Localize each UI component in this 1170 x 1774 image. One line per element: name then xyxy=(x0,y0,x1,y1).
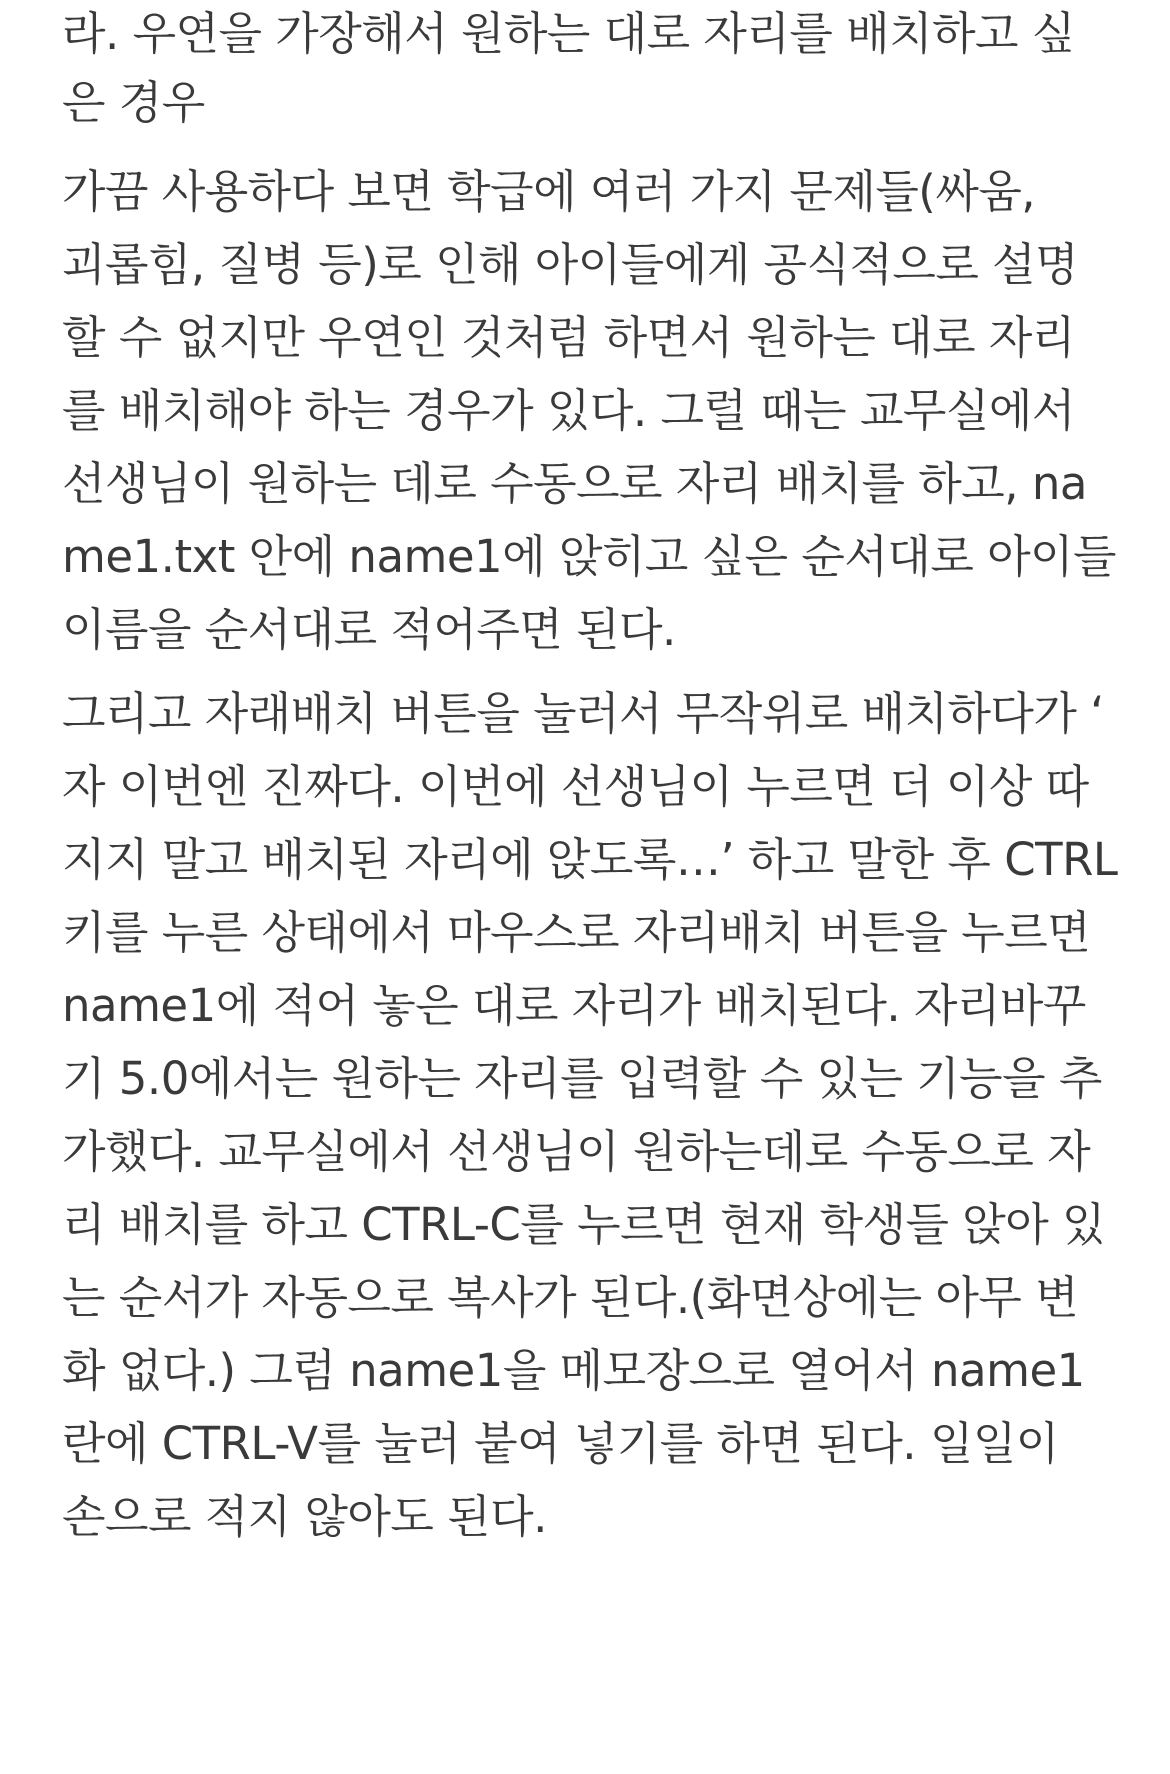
paragraph-1-line-7: 이름을 순서대로 적어주면 된다. xyxy=(62,603,676,656)
paragraph-2-line-5: name1에 적어 놓은 대로 자리가 배치된다. 자리바꾸 xyxy=(62,979,1086,1032)
paragraph-1-line-6: me1.txt 안에 name1에 앉히고 싶은 순서대로 아이들 xyxy=(62,530,1116,583)
paragraph-2-line-12: 손으로 적지 않아도 된다. xyxy=(62,1490,547,1543)
paragraph-1-line-1: 가끔 사용하다 보면 학급에 여러 가지 문제들(싸움, xyxy=(62,165,1036,218)
paragraph-2-line-1: 그리고 자래배치 버튼을 눌러서 무작위로 배치하다가 ‘ xyxy=(62,687,1104,740)
paragraph-2-line-7: 가했다. 교무실에서 선생님이 원하는데로 수동으로 자 xyxy=(62,1125,1091,1178)
paragraph-1-line-5: 선생님이 원하는 데로 수동으로 자리 배치를 하고, na xyxy=(62,457,1087,510)
paragraph-2-line-3: 지지 말고 배치된 자리에 앉도록…’ 하고 말한 후 CTRL xyxy=(62,833,1118,886)
section-heading-line-1: 라. 우연을 가장해서 원하는 대로 자리를 배치하고 싶 xyxy=(62,7,1075,60)
paragraph-1-line-2: 괴롭힘, 질병 등)로 인해 아이들에게 공식적으로 설명 xyxy=(62,238,1079,291)
section-heading-line-2: 은 경우 xyxy=(62,76,205,129)
paragraph-1-line-4: 를 배치해야 하는 경우가 있다. 그럴 때는 교무실에서 xyxy=(62,384,1075,437)
paragraph-2-line-6: 기 5.0에서는 원하는 자리를 입력할 수 있는 기능을 추 xyxy=(62,1052,1102,1105)
paragraph-2-line-10: 화 없다.) 그럼 name1을 메모장으로 열어서 name1 xyxy=(62,1344,1085,1397)
paragraph-2-line-2: 자 이번엔 진짜다. 이번에 선생님이 누르면 더 이상 따 xyxy=(62,760,1089,813)
paragraph-2-line-4: 키를 누른 상태에서 마우스로 자리배치 버튼을 누르면 xyxy=(62,906,1091,959)
paragraph-2-line-8: 리 배치를 하고 CTRL-C를 누르면 현재 학생들 앉아 있 xyxy=(62,1198,1106,1251)
paragraph-2-line-11: 란에 CTRL-V를 눌러 붙여 넣기를 하면 된다. 일일이 xyxy=(62,1417,1059,1470)
paragraph-2-line-9: 는 순서가 자동으로 복사가 된다.(화면상에는 아무 변 xyxy=(62,1271,1079,1324)
paragraph-1-line-3: 할 수 없지만 우연인 것처럼 하면서 원하는 대로 자리 xyxy=(62,311,1075,364)
